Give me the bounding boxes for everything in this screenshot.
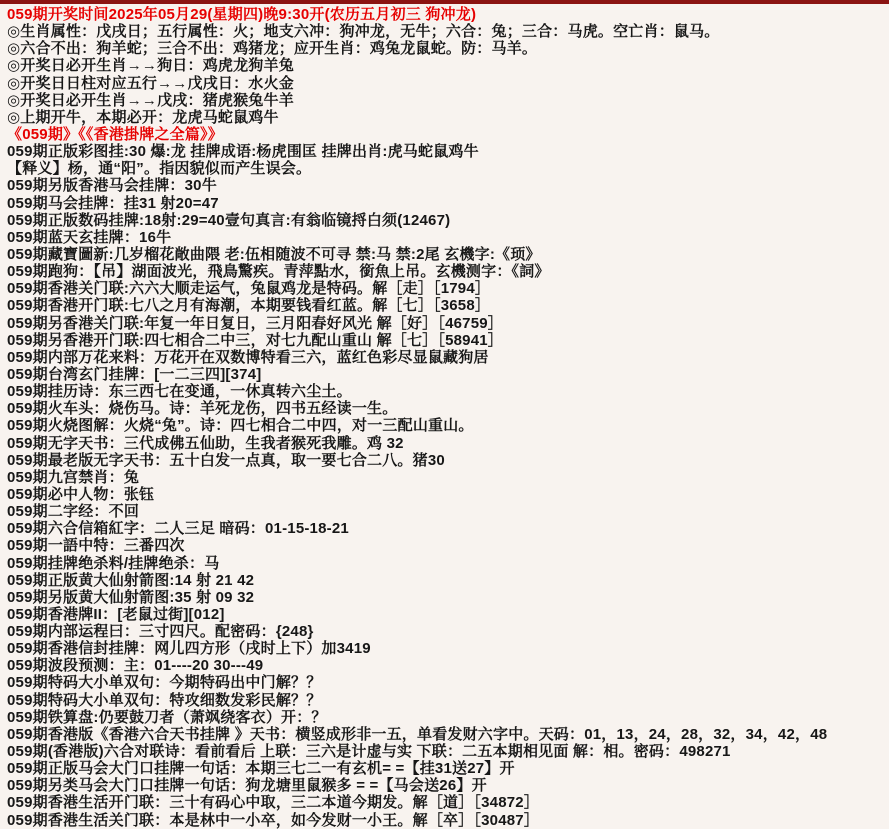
text-line: 059期香港生活关门联：本是林中一小卒，如今发财一小王。解［卒］［30487］ — [7, 811, 540, 829]
text-line: ◎开奖日必开生肖→→狗日：鸡虎龙狗羊兔 — [7, 57, 294, 75]
text-line: 059期内部万花来料：万花开在双数博特看三六，蓝红色彩尽显鼠藏狗居 — [7, 348, 489, 366]
text-line: 059期香港版《香港六合天书挂牌 》天书：横竖成形非一五，单看发财六字中。天码：01，13，24，28，32，34，42，48 — [7, 725, 828, 743]
text-line: 059期(香港版)六合对联诗：看前看后 上联：三六是计虚与实 下联：二五本期相见面 解：相。密码：498271 — [7, 743, 731, 761]
text-line: 059期正版彩图挂:30 爆:龙 挂牌成语:杨虎围匡 挂牌出肖:虎马蛇鼠鸡牛 — [7, 143, 479, 161]
text-line: 059期香港关门联:六六大顺走运气，兔鼠鸡龙是特码。解［走］［1794］ — [7, 280, 491, 298]
text-line: 《059期》《《香港掛牌之全篇》》 — [7, 125, 223, 143]
text-line: 059期特码大小单双句：特攻细数发彩民解？？ — [7, 691, 322, 709]
text-line: 059期另类马会大门口挂牌一句话：狗龙塘里鼠猴多 = =【马会送26】开 — [7, 777, 487, 795]
text-line: 059期六合信箱紅字：二人三足 暗码：01-15-18-21 — [7, 520, 349, 538]
text-line: 059期正版黄大仙射箭图:14 射 21 42 — [7, 571, 255, 589]
text-line: 059期挂牌绝杀料/挂牌绝杀：马 — [7, 554, 220, 572]
text-line: 059期马会挂牌：挂31 射20=47 — [7, 194, 219, 212]
text-line: ◎上期开牛，本期必开：龙虎马蛇鼠鸡牛 — [7, 108, 279, 126]
text-line: 059期铁算盘:仍要鼓刀者（萧飒绕客衣）开：？ — [7, 708, 327, 726]
text-line: 059期香港牌II：[老鼠过街][012] — [7, 605, 225, 623]
text-line: 059期火烧图解：火烧“兔”。诗：四七相合二中四，对一三配山重山。 — [7, 417, 474, 435]
text-line: 059期必中人物：张钰 — [7, 485, 155, 503]
text-line: 059期内部运程曰：三寸四尺。配密码：{248} — [7, 623, 314, 641]
text-line: 059期火车头：烧伤马。诗：羊死龙伤，四书五经读一生。 — [7, 400, 398, 418]
text-line: 059期最老版无字天书：五十白发一点真，取一要七合二八。猪30 — [7, 451, 445, 469]
text-line: 059期二字经：不回 — [7, 503, 140, 521]
text-line: 059期特码大小单双句：今期特码出中门解？？ — [7, 674, 322, 692]
text-line: 059期无字天书：三代成佛五仙助，生我者猴死我雕。鸡 32 — [7, 434, 404, 452]
text-line: 059期另版香港马会挂牌：30牛 — [7, 177, 217, 195]
text-line: 059期香港生活开门联：三十有码心中取，三二本道今期发。解［道］［34872］ — [7, 794, 540, 812]
text-line: 059期九宫禁肖：兔 — [7, 468, 140, 486]
text-line: 059期台湾玄门挂牌：[一二三四][374] — [7, 365, 262, 383]
text-line: 【释义】杨，通“阳”。指因貌似而产生误会。 — [7, 160, 312, 178]
text-line: ◎六合不出：狗羊蛇；三合不出：鸡猪龙；应开生肖：鸡兔龙鼠蛇。防：马羊。 — [7, 40, 538, 58]
text-line: 059期挂历诗：东三西七在变通，一休真转六尘土。 — [7, 383, 352, 401]
text-line: 059期另版黄大仙射箭图:35 射 09 32 — [7, 588, 255, 606]
text-line: 059期开奖时间2025年05月29(星期四)晚9:30开(农历五月初三 狗冲龙) — [7, 6, 477, 23]
text-line: 059期另香港开门联:四七相合二中三，对七九配山重山 解［七］［58941］ — [7, 331, 504, 349]
text-line: 059期正版数码挂牌:18射:29=40壹句真言:有翁临镜捋白须(12467) — [7, 211, 451, 229]
text-line: 059期另香港关门联:年复一年日复日，三月阳春好风光 解［好］［46759］ — [7, 314, 504, 332]
text-line: 059期蓝天玄挂牌：16牛 — [7, 228, 172, 246]
text-line: 059期香港开门联:七八之月有海潮，本期要钱看红蓝。解［七］［3658］ — [7, 297, 491, 315]
text-line: 059期一語中特：三番四次 — [7, 537, 185, 555]
text-line: 059期香港信封挂牌：网儿四方形（戌时上下）加3419 — [7, 640, 371, 658]
text-line: 059期跑狗：【吊】湖面波光，飛鳥驚疾。青萍點水，銜魚上吊。玄機测字：《詞》 — [7, 263, 550, 281]
text-line: 059期藏寶圖新:几岁榴花敞曲隈 老:伍相随波不可寻 禁:马 禁:2尾 玄機字:《顼》 — [7, 245, 541, 263]
text-line: 059期波段预测：主：01----20 30---49 — [7, 657, 264, 675]
text-line: 059期正版马会大门口挂牌一句话：本期三七二一有玄机= =【挂31送27】开 — [7, 760, 515, 778]
text-line: ◎开奖日日柱对应五行→→戊戌日：水火金 — [7, 74, 294, 92]
text-line: ◎开奖日必开生肖→→戊戌：猪虎猴兔牛羊 — [7, 91, 294, 109]
text-lines-container — [0, 4, 889, 829]
text-line: ◎生肖属性：戊戌日；五行属性：火；地支六冲：狗冲龙，无牛；六合：兔；三合：马虎。空亡肖：鼠马。 — [7, 23, 720, 41]
